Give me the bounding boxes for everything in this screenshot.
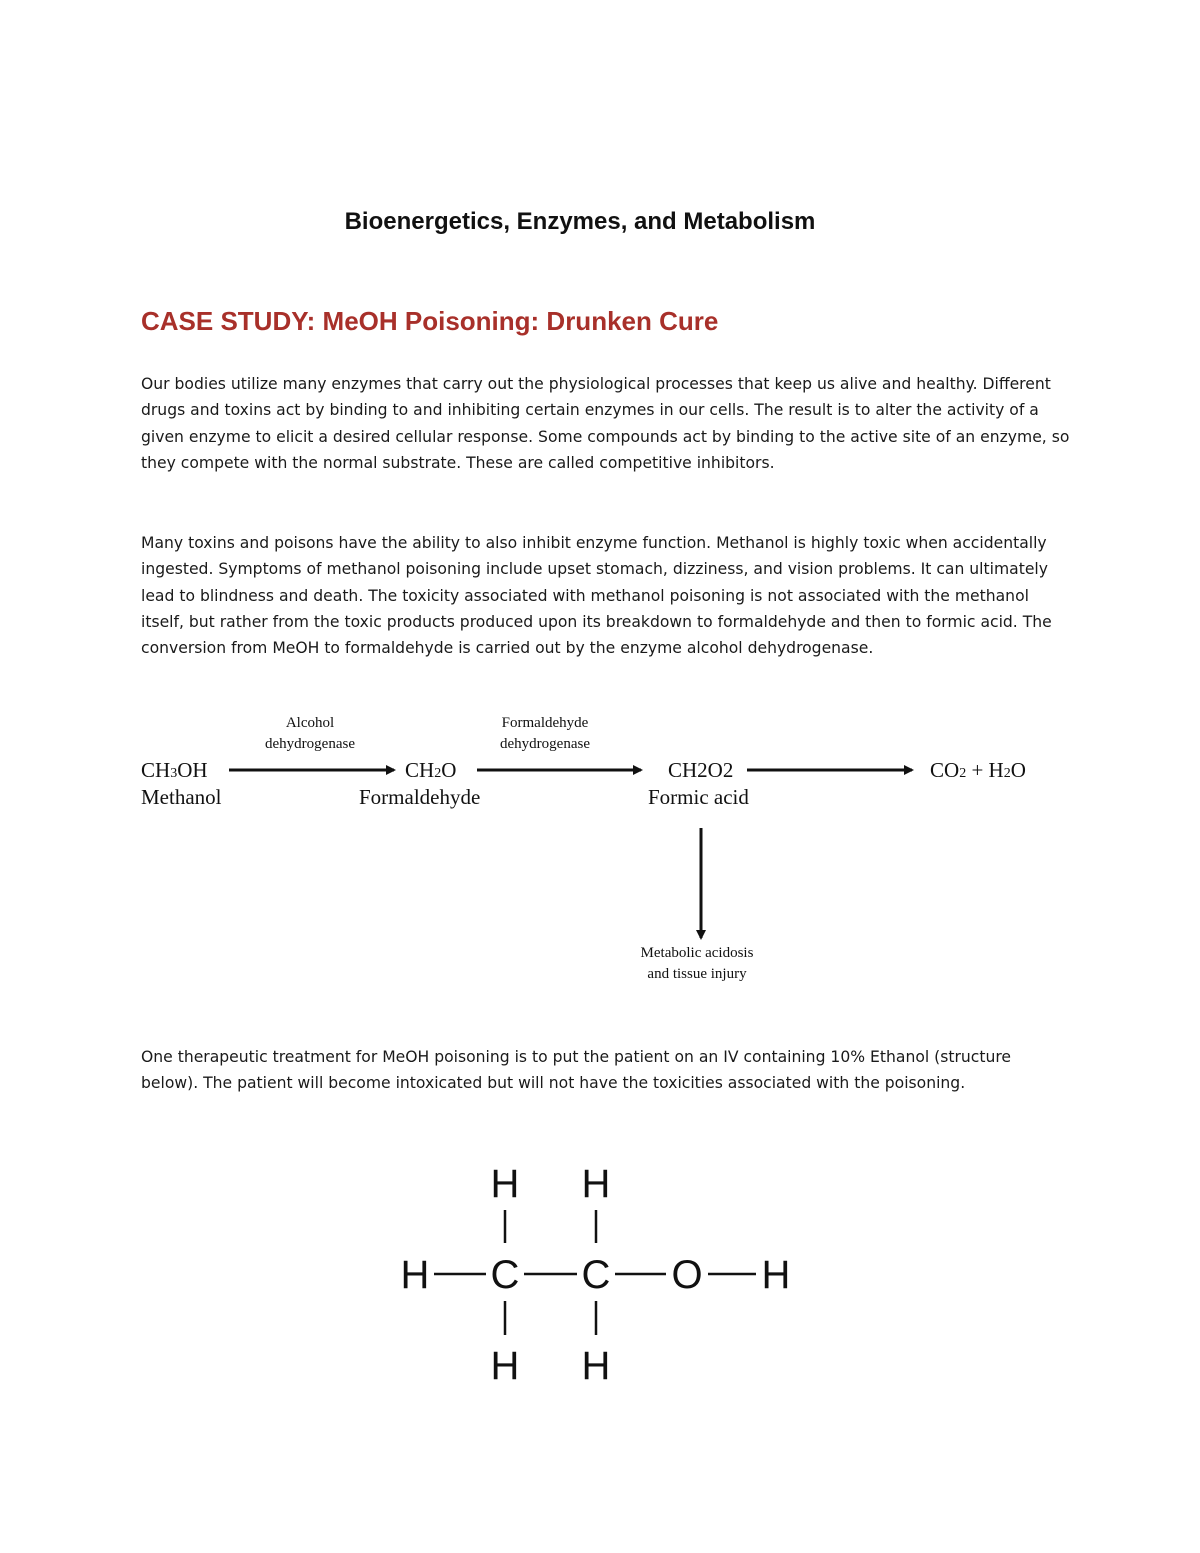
products-formula: CO2 + H2O xyxy=(930,758,1026,782)
formaldehyde-name: Formaldehyde xyxy=(359,785,481,809)
formic-acid-name: Formic acid xyxy=(648,785,749,809)
formaldehyde-formula: CH2O xyxy=(405,758,457,782)
atom-c1: C xyxy=(490,1253,520,1297)
intro-paragraph: Our bodies utilize many enzymes that carry out the physiological processes that keep us alive and healthy. Different drugs and toxins act by binding to and inhibiting certain enzymes in our cells. The result is to alter the activity of a given enzyme to elicit a desired cellular response. Some compounds act by binding to the active site of an enzyme, so they compete with the normal substrate. These are called competitive inhibitors. xyxy=(141,375,1070,472)
ethanol-structure xyxy=(390,1155,810,1395)
enzyme-formaldehyde-dehydrogenase: Formaldehyde dehydrogenase xyxy=(500,715,590,752)
methanol-formula: CH3OH xyxy=(141,758,208,782)
document-title: Bioenergetics, Enzymes, and Metabolism xyxy=(344,208,816,235)
atom-h-top-left: H xyxy=(490,1162,520,1206)
atom-h-right: H xyxy=(761,1253,791,1297)
methanol-name: Methanol xyxy=(141,785,222,809)
case-study-heading: CASE STUDY: MeOH Poisoning: Drunken Cure xyxy=(141,306,719,336)
atom-o: O xyxy=(671,1253,703,1297)
enzyme-alcohol-dehydrogenase: Alcohol dehydrogenase xyxy=(265,715,355,752)
atom-c2: C xyxy=(581,1253,611,1297)
metabolic-acidosis-label: Metabolic acidosis and tissue injury xyxy=(640,945,754,982)
atom-h-top-right: H xyxy=(581,1162,611,1206)
toxicity-paragraph: Many toxins and poisons have the ability to also inhibit enzyme function. Methanol is highly toxic when accidentally ingested. Symptoms of methanol poisoning include upset stomach, dizziness, and vision problems. It can ultimately lead to blindness and death. The toxicity associated with methanol poisoning is not associated with the methanol itself, but rather from the toxic products produced upon its breakdown to formaldehyde and then to formic acid. The conversion from MeOH to formaldehyde is carried out by the enzyme alcohol dehydrogenase. xyxy=(141,534,1052,658)
formic-acid-formula: CH2O2 xyxy=(668,758,734,782)
treatment-paragraph: One therapeutic treatment for MeOH poisoning is to put the patient on an IV containing 10% Ethanol (structure below). The patient will become intoxicated but will not have the toxicities associated with the poisoning. xyxy=(141,1048,1012,1093)
atom-h-bottom-left: H xyxy=(490,1344,520,1388)
atom-h-left: H xyxy=(400,1253,430,1297)
atom-h-bottom-right: H xyxy=(581,1344,611,1388)
